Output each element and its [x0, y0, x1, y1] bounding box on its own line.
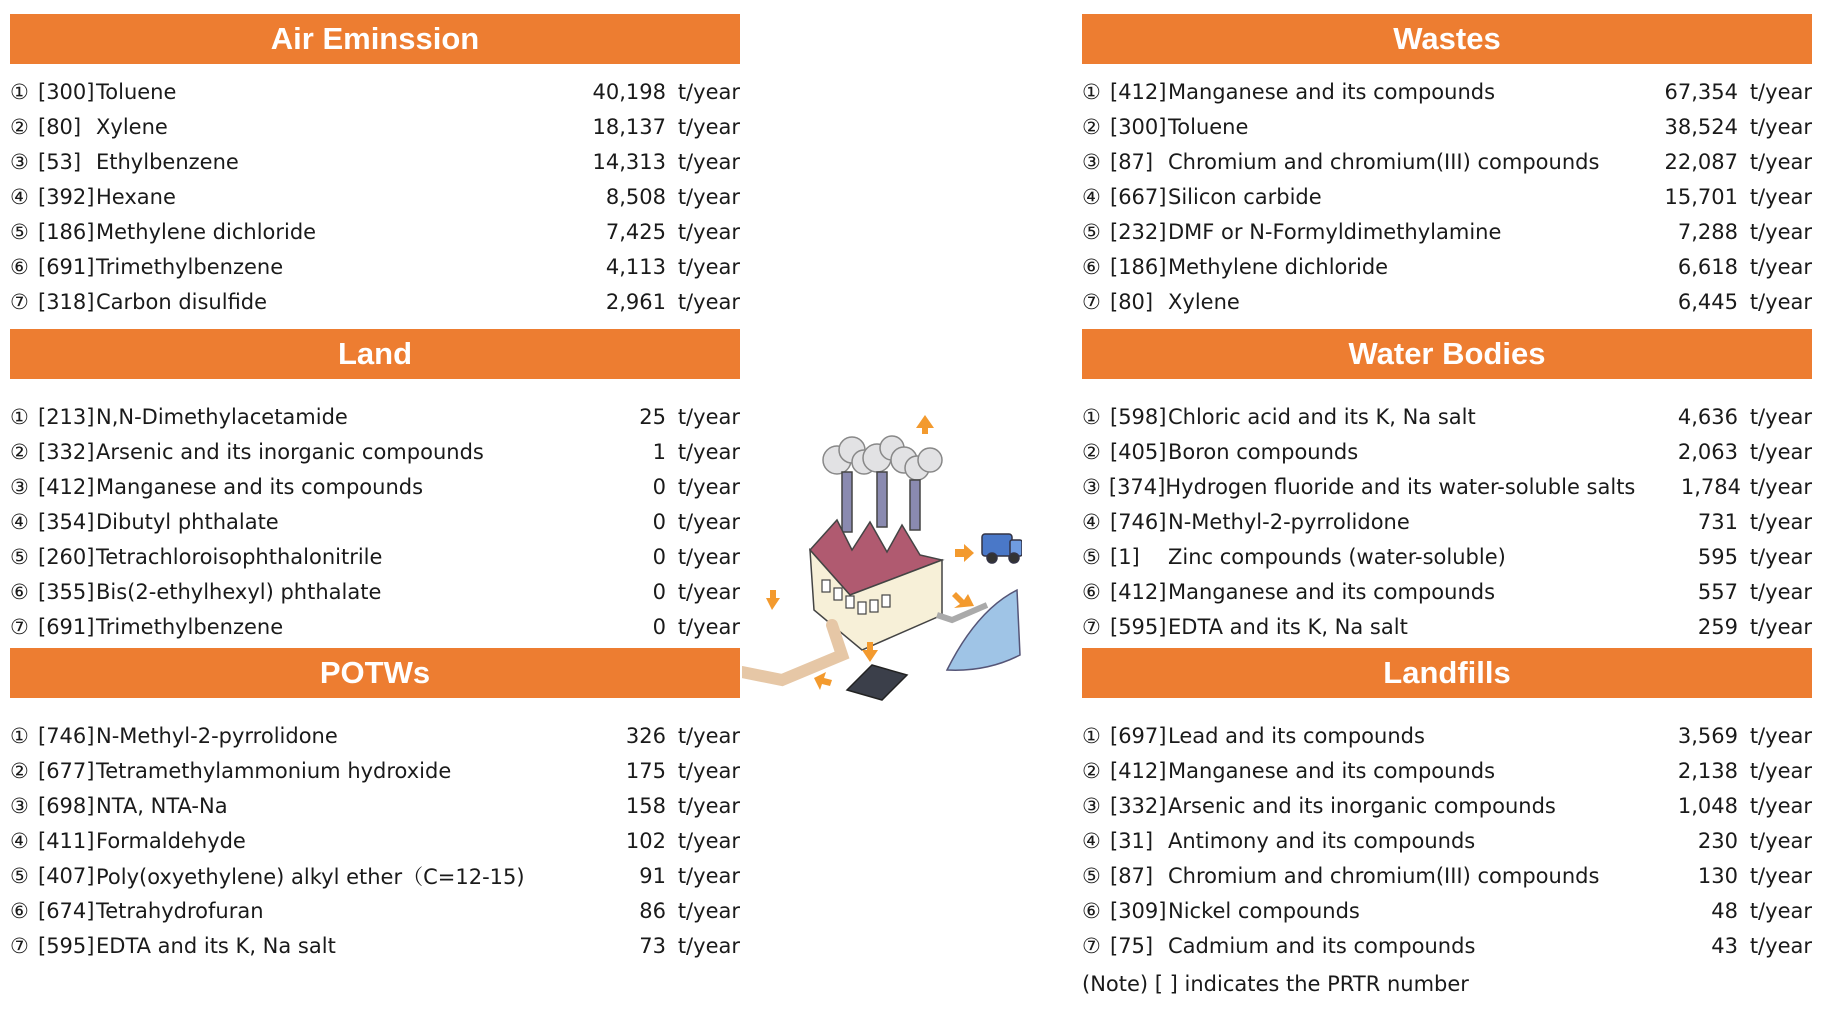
rank-marker: ⑤ — [10, 219, 29, 244]
rank-marker: ⑤ — [1082, 219, 1101, 244]
amount-unit: t/year — [1749, 79, 1812, 104]
substance-name: Arsenic and its inorganic compounds — [1168, 793, 1556, 818]
rank-marker: ⑦ — [1082, 289, 1101, 314]
prtr-number: [746] — [1110, 509, 1167, 534]
rank-marker: ⑦ — [10, 614, 29, 639]
row-list — [1082, 698, 1812, 963]
rank-marker: ④ — [10, 509, 29, 534]
substance-name: Hexane — [96, 184, 176, 209]
panel-potws — [10, 648, 740, 963]
panel-title: POTWs — [10, 648, 740, 698]
amount-value: 6,618 — [1677, 254, 1738, 279]
substance-name: Lead and its compounds — [1168, 723, 1425, 748]
prtr-number: [80] — [1110, 289, 1154, 314]
panel-title: Water Bodies — [1082, 329, 1812, 379]
amount-unit: t/year — [1749, 828, 1812, 853]
table-row — [10, 504, 740, 539]
substance-name: Manganese and its compounds — [1168, 758, 1496, 783]
amount-value: 48 — [1711, 898, 1738, 923]
amount-unit: t/year — [1749, 439, 1812, 464]
amount-value: 230 — [1697, 828, 1738, 853]
amount-value: 130 — [1697, 863, 1738, 888]
rank-marker: ⑦ — [1082, 614, 1101, 639]
table-row — [10, 823, 740, 858]
substance-name: EDTA and its K, Na salt — [96, 933, 336, 958]
rank-marker: ② — [1082, 114, 1101, 139]
amount-unit: t/year — [1749, 509, 1812, 534]
amount-value: 0 — [652, 614, 666, 639]
rank-marker: ③ — [10, 474, 29, 499]
amount-unit: t/year — [677, 474, 740, 499]
amount-value: 15,701 — [1664, 184, 1738, 209]
table-row — [10, 753, 740, 788]
prtr-number: [598] — [1110, 404, 1167, 429]
table-row — [10, 179, 740, 214]
prtr-number: [87] — [1110, 863, 1154, 888]
table-row — [10, 74, 740, 109]
amount-unit: t/year — [1749, 149, 1812, 174]
prtr-number: [213] — [38, 404, 95, 429]
prtr-number: [53] — [38, 149, 82, 174]
amount-unit: t/year — [1749, 898, 1812, 923]
row-list — [10, 698, 740, 963]
table-row — [1082, 858, 1812, 893]
prtr-number: [691] — [38, 614, 95, 639]
amount-value: 3,569 — [1677, 723, 1738, 748]
prtr-number: [392] — [38, 184, 95, 209]
substance-name: Bis(2-ethylhexyl) phthalate — [96, 579, 382, 604]
prtr-number: [87] — [1110, 149, 1154, 174]
table-row — [1082, 753, 1812, 788]
prtr-number: [300] — [38, 79, 95, 104]
amount-value: 326 — [625, 723, 666, 748]
amount-unit: t/year — [677, 219, 740, 244]
table-row — [1082, 74, 1812, 109]
substance-name: Dibutyl phthalate — [96, 509, 279, 534]
prtr-number: [1] — [1110, 544, 1140, 569]
amount-unit: t/year — [1749, 544, 1812, 569]
table-row — [1082, 504, 1812, 539]
amount-value: 0 — [652, 474, 666, 499]
prtr-number: [746] — [38, 723, 95, 748]
rank-marker: ③ — [10, 793, 29, 818]
substance-name: Manganese and its compounds — [1168, 79, 1496, 104]
amount-value: 7,425 — [605, 219, 666, 244]
rank-marker: ① — [1082, 79, 1101, 104]
rank-marker: ⑥ — [1082, 898, 1101, 923]
rank-marker: ⑥ — [1082, 579, 1101, 604]
prtr-number: [595] — [1110, 614, 1167, 639]
table-row — [1082, 893, 1812, 928]
rank-marker: ① — [10, 404, 29, 429]
amount-unit: t/year — [677, 614, 740, 639]
rank-marker: ⑤ — [10, 863, 29, 888]
panel-title: Air Eminssion — [10, 14, 740, 64]
row-list — [10, 379, 740, 644]
table-row — [1082, 928, 1812, 963]
table-row — [10, 928, 740, 963]
amount-value: 6,445 — [1677, 289, 1738, 314]
rank-marker: ⑦ — [10, 289, 29, 314]
prtr-number: [80] — [38, 114, 82, 139]
table-row — [1082, 609, 1812, 644]
water-arrow-icon — [952, 592, 974, 608]
amount-unit: t/year — [677, 898, 740, 923]
table-row — [10, 284, 740, 319]
prtr-number: [667] — [1110, 184, 1167, 209]
amount-unit: t/year — [1749, 254, 1812, 279]
amount-unit: t/year — [677, 79, 740, 104]
table-row — [10, 788, 740, 823]
amount-value: 1,784 — [1680, 474, 1741, 499]
amount-unit: t/year — [677, 114, 740, 139]
substance-name: Trimethylbenzene — [96, 614, 284, 639]
substance-name: Ethylbenzene — [96, 149, 239, 174]
prtr-number: [405] — [1110, 439, 1167, 464]
prtr-number: [232] — [1110, 219, 1167, 244]
rank-marker: ④ — [1082, 509, 1101, 534]
amount-unit: t/year — [677, 439, 740, 464]
substance-name: Chromium and chromium(III) compounds — [1168, 863, 1600, 888]
substance-name: Manganese and its compounds — [1168, 579, 1496, 604]
amount-value: 7,288 — [1677, 219, 1738, 244]
substance-name: Tetrahydrofuran — [96, 898, 264, 923]
landfill-pit-icon — [847, 665, 907, 700]
amount-value: 43 — [1711, 933, 1738, 958]
prtr-number: [318] — [38, 289, 95, 314]
amount-value: 259 — [1697, 614, 1738, 639]
chimney-icon — [842, 472, 920, 532]
amount-unit: t/year — [677, 579, 740, 604]
water-body-icon — [947, 590, 1020, 670]
amount-unit: t/year — [677, 404, 740, 429]
prtr-number: [407] — [38, 863, 95, 888]
amount-value: 25 — [639, 404, 666, 429]
prtr-number: [260] — [38, 544, 95, 569]
amount-value: 86 — [639, 898, 666, 923]
panel-title: Wastes — [1082, 14, 1812, 64]
substance-name: Toluene — [96, 79, 177, 104]
table-row — [1082, 144, 1812, 179]
land-arrow-icon — [766, 590, 780, 610]
rank-marker: ① — [10, 723, 29, 748]
substance-name: Tetramethylammonium hydroxide — [96, 758, 452, 783]
table-row — [1082, 284, 1812, 319]
prtr-number: [186] — [1110, 254, 1167, 279]
panel-land — [10, 329, 740, 644]
rank-marker: ⑥ — [10, 898, 29, 923]
prtr-number: [309] — [1110, 898, 1167, 923]
amount-unit: t/year — [1749, 579, 1812, 604]
substance-name: Trimethylbenzene — [96, 254, 284, 279]
prtr-number: [354] — [38, 509, 95, 534]
prtr-number: [697] — [1110, 723, 1167, 748]
amount-value: 175 — [625, 758, 666, 783]
prtr-number: [186] — [38, 219, 95, 244]
substance-name: N-Methyl-2-pyrrolidone — [96, 723, 338, 748]
table-row — [10, 144, 740, 179]
rank-marker: ⑦ — [1082, 933, 1101, 958]
rank-marker: ⑥ — [10, 254, 29, 279]
prtr-number: [411] — [38, 828, 95, 853]
amount-unit: t/year — [677, 863, 740, 888]
substance-name: Methylene dichloride — [1168, 254, 1389, 279]
rank-marker: ⑤ — [10, 544, 29, 569]
substance-name: Silicon carbide — [1168, 184, 1322, 209]
substance-name: Xylene — [1168, 289, 1240, 314]
amount-value: 2,138 — [1677, 758, 1738, 783]
table-row — [10, 574, 740, 609]
substance-name: Hydrogen fluoride and its water-soluble salts — [1165, 474, 1636, 499]
amount-value: 40,198 — [592, 79, 666, 104]
substance-name: NTA, NTA-Na — [96, 793, 228, 818]
substance-name: Arsenic and its inorganic compounds — [96, 439, 484, 464]
rank-marker: ② — [10, 114, 29, 139]
table-row — [10, 434, 740, 469]
rank-marker: ⑤ — [1082, 863, 1101, 888]
substance-name: Chloric acid and its K, Na salt — [1168, 404, 1476, 429]
rank-marker: ⑥ — [10, 579, 29, 604]
table-row — [10, 249, 740, 284]
amount-value: 38,524 — [1664, 114, 1738, 139]
amount-value: 0 — [652, 509, 666, 534]
substance-name: N,N-Dimethylacetamide — [96, 404, 348, 429]
substance-name: Tetrachloroisophthalonitrile — [96, 544, 383, 569]
substance-name: Manganese and its compounds — [96, 474, 424, 499]
amount-unit: t/year — [1749, 184, 1812, 209]
table-row — [10, 109, 740, 144]
amount-unit: t/year — [1749, 289, 1812, 314]
amount-unit: t/year — [1749, 404, 1812, 429]
rank-marker: ④ — [1082, 184, 1101, 209]
amount-unit: t/year — [677, 933, 740, 958]
rank-marker: ② — [10, 439, 29, 464]
amount-unit: t/year — [1749, 114, 1812, 139]
substance-name: EDTA and its K, Na salt — [1168, 614, 1408, 639]
substance-name: Xylene — [96, 114, 168, 139]
table-row — [1082, 539, 1812, 574]
air-arrow-icon — [916, 415, 934, 434]
row-list — [10, 64, 740, 319]
amount-unit: t/year — [1749, 758, 1812, 783]
amount-value: 8,508 — [605, 184, 666, 209]
rank-marker: ③ — [1082, 474, 1101, 499]
rank-marker: ⑤ — [1082, 544, 1101, 569]
amount-unit: t/year — [1749, 474, 1812, 499]
amount-value: 158 — [625, 793, 666, 818]
amount-unit: t/year — [1749, 219, 1812, 244]
row-list — [1082, 379, 1812, 644]
substance-name: Chromium and chromium(III) compounds — [1168, 149, 1600, 174]
rank-marker: ④ — [10, 828, 29, 853]
substance-name: Cadmium and its compounds — [1168, 933, 1476, 958]
amount-unit: t/year — [677, 828, 740, 853]
amount-unit: t/year — [677, 723, 740, 748]
rank-marker: ① — [1082, 723, 1101, 748]
prtr-number: [332] — [38, 439, 95, 464]
amount-unit: t/year — [677, 184, 740, 209]
prtr-number: [31] — [1110, 828, 1154, 853]
substance-name: Boron compounds — [1168, 439, 1359, 464]
rank-marker: ④ — [10, 184, 29, 209]
table-row — [10, 469, 740, 504]
amount-value: 2,063 — [1677, 439, 1738, 464]
potw-arrow-icon — [814, 672, 832, 690]
amount-value: 0 — [652, 579, 666, 604]
panel-air-emission — [10, 14, 740, 319]
amount-value: 4,636 — [1677, 404, 1738, 429]
amount-value: 1,048 — [1677, 793, 1738, 818]
amount-unit: t/year — [1749, 793, 1812, 818]
drain-pipe-icon — [937, 605, 987, 620]
prtr-number: [374] — [1108, 474, 1166, 499]
table-row — [1082, 249, 1812, 284]
table-row — [1082, 434, 1812, 469]
prtr-number: [300] — [1110, 114, 1167, 139]
amount-unit: t/year — [677, 793, 740, 818]
rank-marker: ⑥ — [1082, 254, 1101, 279]
rank-marker: ② — [1082, 439, 1101, 464]
substance-name: Poly(oxyethylene) alkyl ether（C=12-15) — [96, 864, 525, 889]
amount-value: 595 — [1697, 544, 1738, 569]
amount-value: 22,087 — [1664, 149, 1738, 174]
substance-name: N-Methyl-2-pyrrolidone — [1168, 509, 1410, 534]
prtr-note: (Note) [ ] indicates the PRTR number — [1082, 972, 1469, 996]
amount-unit: t/year — [677, 758, 740, 783]
substance-name: Antimony and its compounds — [1168, 828, 1476, 853]
rank-marker: ③ — [10, 149, 29, 174]
table-row — [1082, 399, 1812, 434]
substance-name: Methylene dichloride — [96, 219, 317, 244]
amount-value: 0 — [652, 544, 666, 569]
rank-marker: ① — [10, 79, 29, 104]
factory-illustration — [742, 410, 1022, 720]
panel-landfills — [1082, 648, 1812, 963]
rank-marker: ④ — [1082, 828, 1101, 853]
amount-unit: t/year — [1749, 723, 1812, 748]
amount-unit: t/year — [677, 149, 740, 174]
table-row — [10, 718, 740, 753]
table-row — [10, 539, 740, 574]
amount-value: 731 — [1697, 509, 1738, 534]
table-row — [10, 609, 740, 644]
prtr-number: [412] — [38, 474, 95, 499]
table-row — [1082, 574, 1812, 609]
table-row — [10, 858, 740, 893]
sewer-pipe-icon — [742, 625, 842, 680]
amount-unit: t/year — [1749, 863, 1812, 888]
amount-value: 2,961 — [605, 289, 666, 314]
substance-name: Nickel compounds — [1168, 898, 1360, 923]
rank-marker: ⑦ — [10, 933, 29, 958]
substance-name: DMF or N-Formyldimethylamine — [1168, 219, 1502, 244]
truck-icon — [982, 534, 1022, 563]
substance-name: Toluene — [1168, 114, 1249, 139]
amount-value: 18,137 — [592, 114, 666, 139]
amount-value: 557 — [1697, 579, 1738, 604]
prtr-number: [412] — [1110, 79, 1167, 104]
substance-name: Carbon disulfide — [96, 289, 268, 314]
amount-unit: t/year — [677, 289, 740, 314]
amount-unit: t/year — [1749, 933, 1812, 958]
prtr-number: [355] — [38, 579, 95, 604]
panel-title: Landfills — [1082, 648, 1812, 698]
prtr-number: [412] — [1110, 579, 1167, 604]
amount-value: 4,113 — [605, 254, 666, 279]
rank-marker: ③ — [1082, 149, 1101, 174]
amount-unit: t/year — [677, 544, 740, 569]
row-list — [1082, 64, 1812, 319]
panel-water-bodies — [1082, 329, 1812, 644]
amount-unit: t/year — [677, 254, 740, 279]
amount-value: 91 — [639, 863, 666, 888]
rank-marker: ② — [10, 758, 29, 783]
prtr-number: [677] — [38, 758, 95, 783]
waste-arrow-icon — [955, 544, 974, 562]
table-row — [1082, 109, 1812, 144]
prtr-number: [595] — [38, 933, 95, 958]
rank-marker: ② — [1082, 758, 1101, 783]
substance-name: Formaldehyde — [96, 828, 246, 853]
rank-marker: ③ — [1082, 793, 1101, 818]
table-row — [1082, 179, 1812, 214]
table-row — [10, 214, 740, 249]
table-row — [1082, 823, 1812, 858]
prtr-number: [698] — [38, 793, 95, 818]
substance-name: Zinc compounds (water-soluble) — [1168, 544, 1506, 569]
table-row — [1082, 718, 1812, 753]
amount-value: 1 — [652, 439, 666, 464]
amount-value: 102 — [625, 828, 666, 853]
table-row — [1082, 469, 1812, 504]
amount-unit: t/year — [677, 509, 740, 534]
panel-wastes — [1082, 14, 1812, 319]
prtr-number: [412] — [1110, 758, 1167, 783]
table-row — [1082, 214, 1812, 249]
panel-title: Land — [10, 329, 740, 379]
rank-marker: ① — [1082, 404, 1101, 429]
table-row — [10, 399, 740, 434]
table-row — [1082, 788, 1812, 823]
prtr-number: [75] — [1110, 933, 1154, 958]
prtr-number: [674] — [38, 898, 95, 923]
amount-value: 14,313 — [592, 149, 666, 174]
prtr-number: [691] — [38, 254, 95, 279]
table-row — [10, 893, 740, 928]
amount-unit: t/year — [1749, 614, 1812, 639]
amount-value: 67,354 — [1664, 79, 1738, 104]
amount-value: 73 — [639, 933, 666, 958]
prtr-number: [332] — [1110, 793, 1167, 818]
